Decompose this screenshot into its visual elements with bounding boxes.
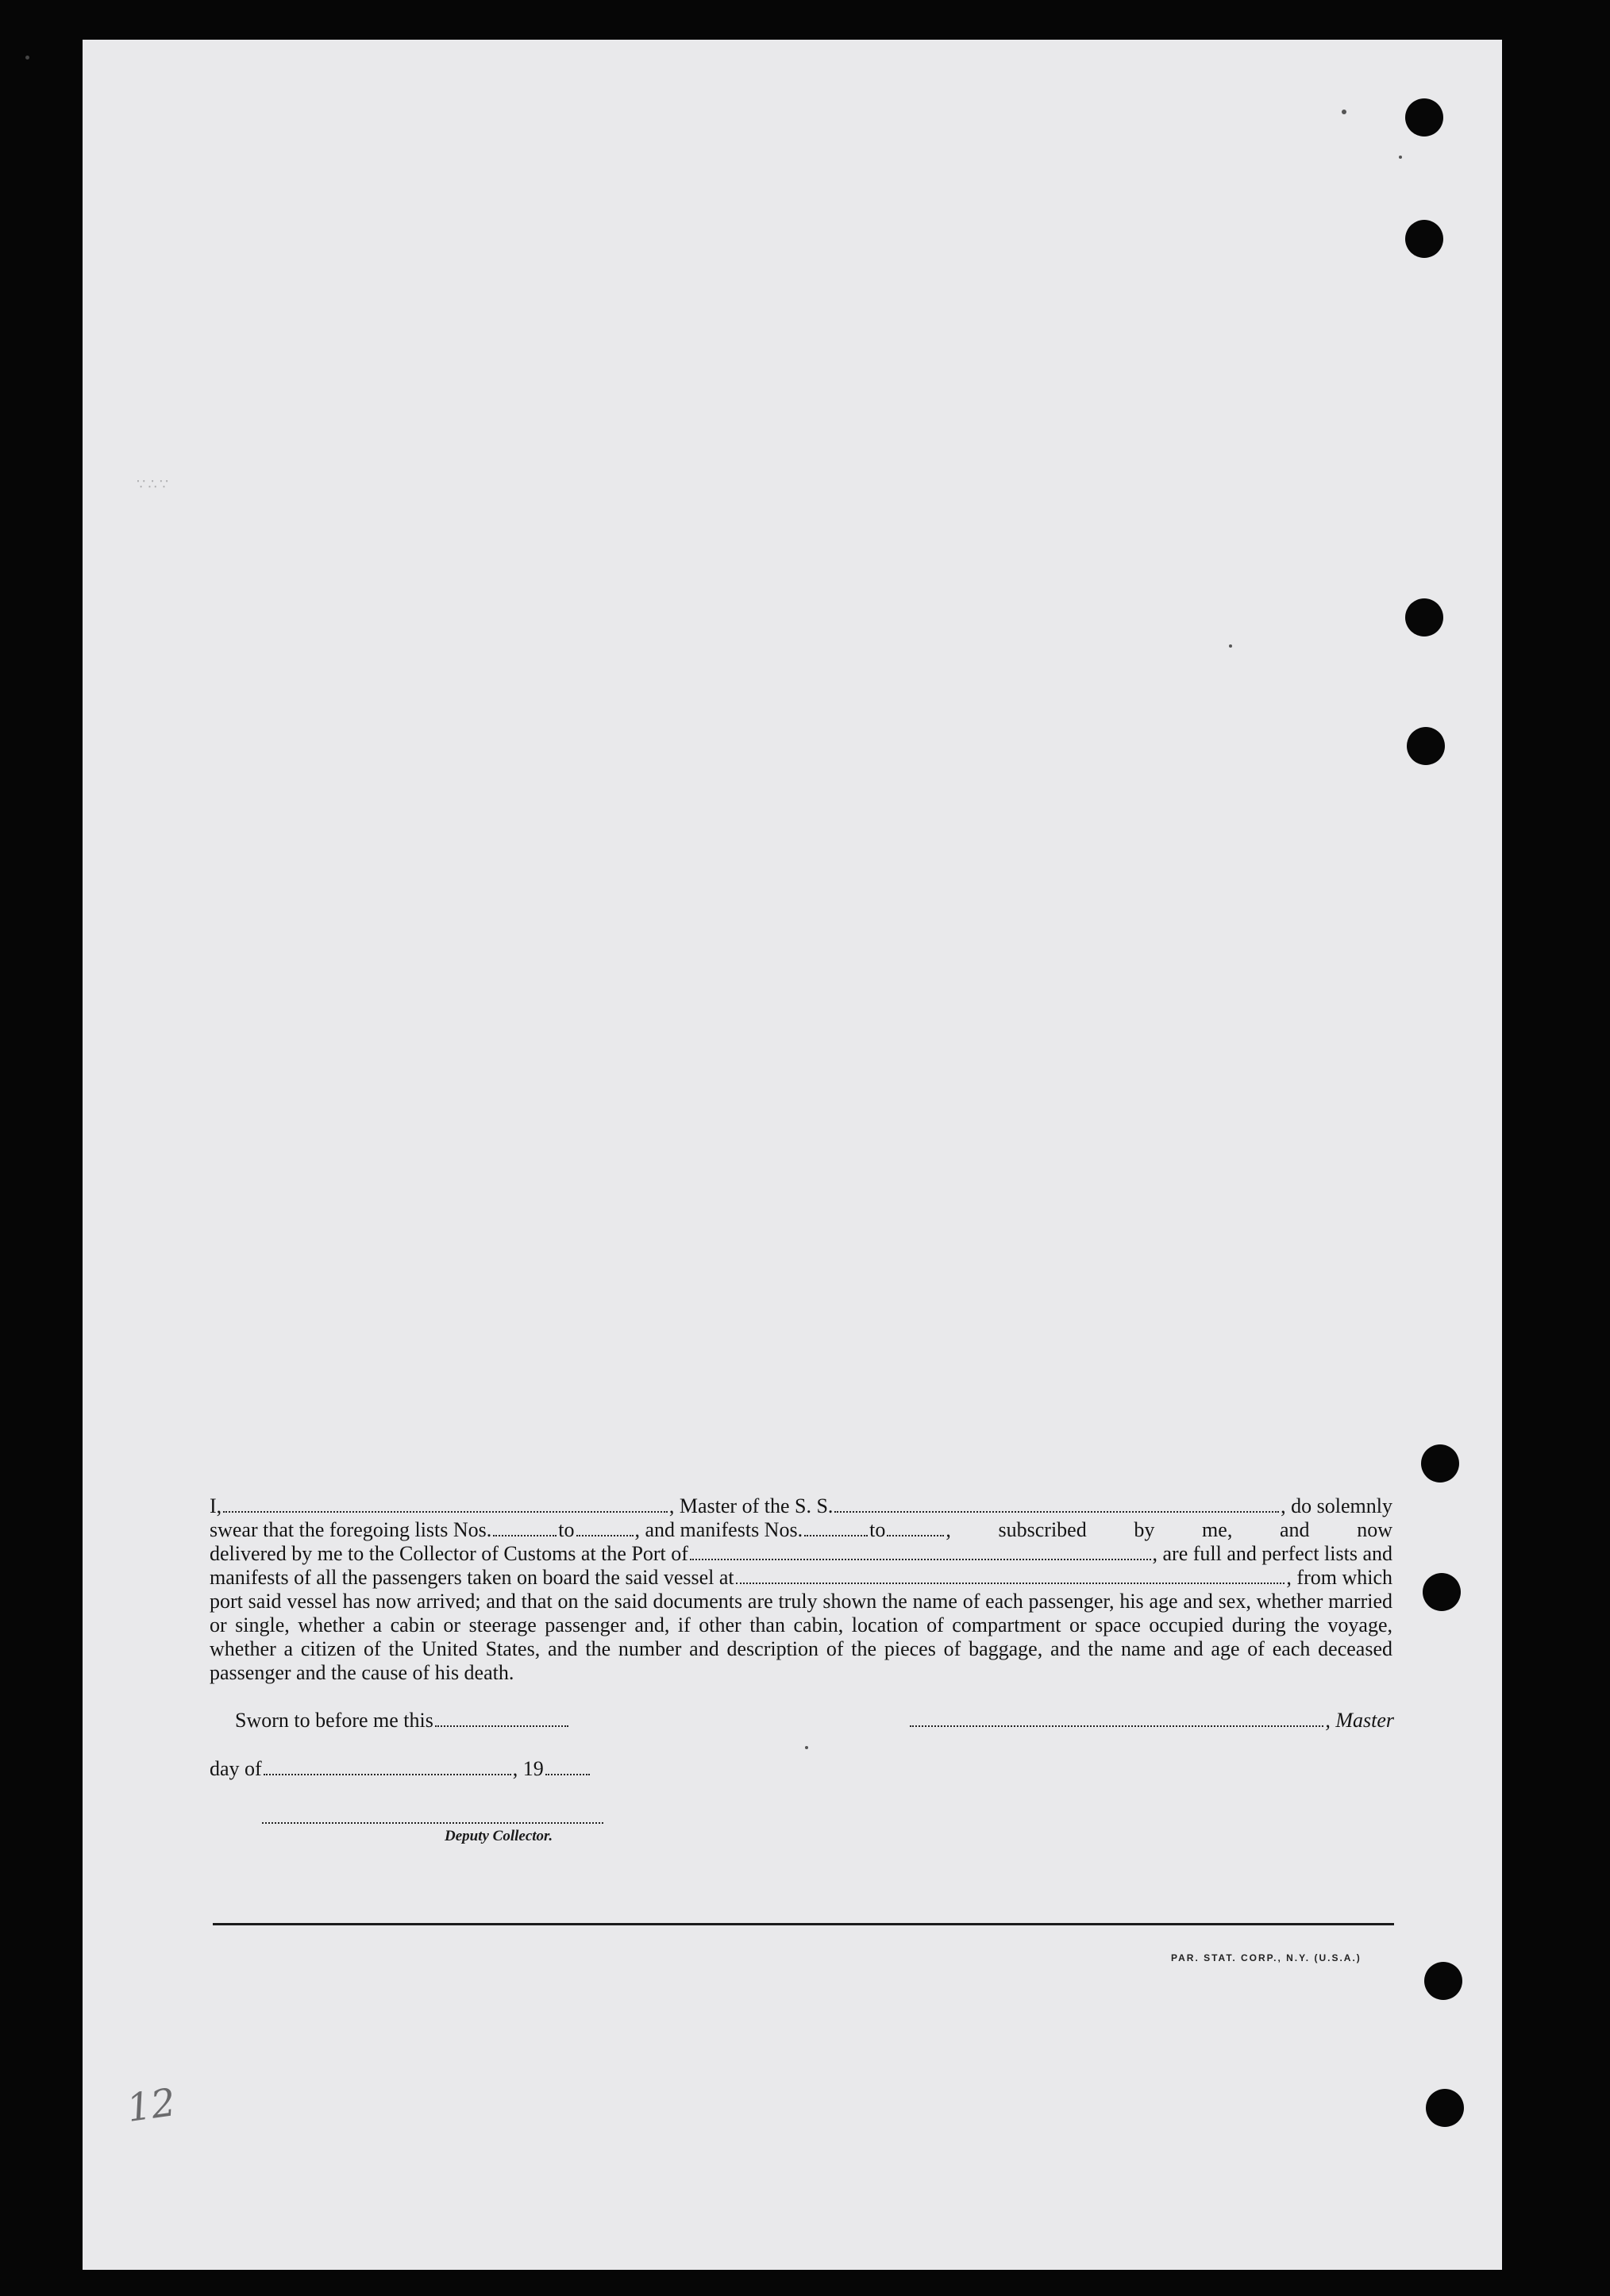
oath-text: manifests of all the passengers taken on board the said vessel at (210, 1566, 734, 1589)
speck (1342, 110, 1346, 114)
oath-text: to (558, 1518, 575, 1541)
faint-stamp: ∵∴∵ (137, 476, 171, 493)
master-signature (908, 1709, 1394, 1733)
vessel-name-field[interactable] (834, 1511, 1279, 1513)
master-signature-field[interactable] (910, 1725, 1323, 1727)
binder-hole (1405, 98, 1443, 137)
oath-text: swear that the foregoing lists Nos. (210, 1518, 492, 1541)
oath-text: I, (210, 1494, 222, 1517)
printer-imprint: PAR. STAT. CORP., N.Y. (U.S.A.) (1171, 1952, 1362, 1963)
binder-hole (1423, 1573, 1461, 1611)
oath-text: , and manifests Nos. (634, 1518, 803, 1541)
day-line (210, 1757, 591, 1781)
oath-body: port said vessel has now arrived; and that on the said documents are truly shown the name of each passenger, his age and sex, whether married or single, whether a cabin or steerage passenger and, if other than cabin, location of compartment or space occupied during the voyage, whether a citizen of the United States, and the number and description of the pieces of baggage, and the name and age of each deceased passenger and the cause of his death. (210, 1590, 1392, 1684)
speck (25, 56, 29, 60)
speck (1229, 644, 1232, 648)
lists-to-field[interactable] (576, 1535, 634, 1536)
deputy-collector-label: Deputy Collector. (445, 1828, 553, 1844)
month-field[interactable] (264, 1774, 511, 1775)
binder-hole (1421, 1444, 1459, 1483)
binder-hole (1405, 598, 1443, 636)
master-name-field[interactable] (223, 1511, 668, 1513)
oath-text: , do solemnly (1281, 1494, 1392, 1517)
master-oath (210, 1494, 1392, 1685)
binder-hole (1424, 1962, 1462, 2000)
manifests-to-field[interactable] (887, 1535, 944, 1536)
divider-rule (213, 1923, 1394, 1925)
sworn-day-field[interactable] (435, 1725, 568, 1727)
oath-text: , are full and perfect lists and (1152, 1542, 1392, 1565)
day-text: day of (210, 1757, 262, 1780)
binder-hole (1426, 2089, 1464, 2127)
binder-hole (1407, 727, 1445, 765)
manifests-from-field[interactable] (804, 1535, 868, 1536)
embarkation-port-field[interactable] (736, 1583, 1285, 1584)
port-field[interactable] (690, 1559, 1151, 1560)
oath-text: to (869, 1518, 886, 1541)
pencil-mark: 12 (124, 2080, 179, 2131)
oath-text: , subscribed by me, and now (946, 1518, 1392, 1541)
oath-text: , from which (1286, 1566, 1392, 1589)
lists-from-field[interactable] (493, 1535, 557, 1536)
oath-line-3 (210, 1542, 1392, 1566)
oath-text: , Master of the S. S. (668, 1494, 834, 1517)
master-label: , Master (1325, 1709, 1394, 1732)
binder-hole (1405, 220, 1443, 258)
year-prefix: , 19 (512, 1757, 544, 1780)
oath-text: delivered by me to the Collector of Customs at the Port of (210, 1542, 688, 1565)
oath-line-1 (210, 1494, 1392, 1518)
sworn-line (235, 1709, 570, 1733)
oath-line-2 (210, 1518, 1392, 1542)
speck (1399, 156, 1402, 159)
year-field[interactable] (545, 1774, 590, 1775)
speck (805, 1746, 808, 1749)
sworn-text: Sworn to before me this (235, 1709, 433, 1732)
form-sheet (83, 40, 1502, 2270)
oath-line-4 (210, 1566, 1392, 1590)
deputy-signature-field[interactable] (262, 1822, 603, 1824)
